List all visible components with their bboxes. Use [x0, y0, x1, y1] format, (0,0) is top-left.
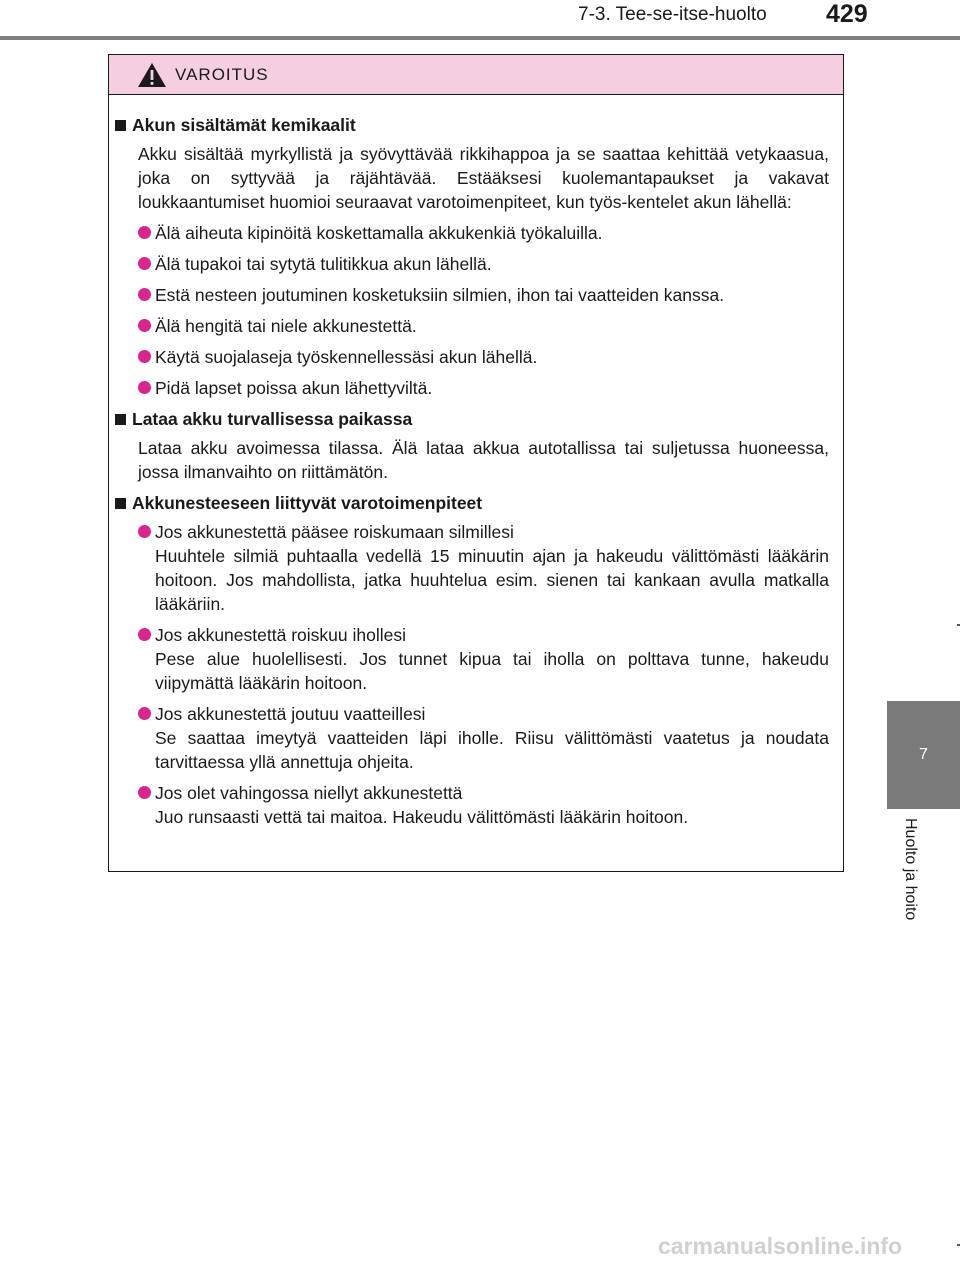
- list-item-text: Käytä suojalaseja työskennellessäsi akun lähellä.: [155, 347, 538, 367]
- bullet-dot-icon: [138, 319, 151, 332]
- section-paragraph: Akku sisältää myrkyllistä ja syövyttävää rikkihappoa ja se saattaa kehittää vetykaasua, joka on syttyvää ja räjähtävää. Estääksesi kuolemantapaukset ja vakavat loukkaantumiset huomioi seuraavat varotoimenpiteet, kun työs-kentelet akun lähellä:: [138, 144, 829, 212]
- section-heading-text: Lataa akku turvallisessa paikassa: [132, 409, 413, 429]
- item-title: Jos akkunestettä roiskuu ihollesi: [155, 625, 406, 645]
- list-item-text: Estä nesteen joutuminen kosketuksiin silmien, ihon tai vaatteiden kanssa.: [155, 285, 725, 305]
- section-title: 7-3. Tee-se-itse-huolto: [578, 4, 767, 25]
- item-title: Jos akkunestettä joutuu vaatteillesi: [155, 704, 426, 724]
- list-item-text: Älä aiheuta kipinöitä koskettamalla akkukenkiä työkaluilla.: [155, 223, 603, 243]
- chapter-number: 7: [919, 746, 928, 763]
- item-text: Pese alue huolellisesti. Jos tunnet kipua tai iholla on polttava tunne, hakeudu viipymättä lääkärin hoitoon.: [155, 649, 829, 693]
- list-item-text: [155, 702, 829, 774]
- item-title: Jos olet vahingossa niellyt akkunestettä: [155, 783, 463, 803]
- list-item: [138, 702, 829, 774]
- square-bullet-icon: [115, 120, 126, 131]
- item-title: Jos akkunestettä pääsee roiskumaan silmillesi: [155, 522, 514, 542]
- section-paragraph: Lataa akku avoimessa tilassa. Älä lataa akkua autotallissa tai suljetussa huoneessa, jossa ilmanvaihto on riittämätön.: [138, 438, 829, 482]
- chapter-label: Huolto ja hoito: [902, 818, 919, 921]
- bullet-dot-icon: [138, 628, 151, 641]
- bullet-dot-icon: [138, 381, 151, 394]
- item-text: Se saattaa imeytyä vaatteiden läpi iholle. Riisu välittömästi vaatetus ja noudata tarvittaessa yllä annettuja ohjeita.: [155, 728, 829, 772]
- chapter-tab: [887, 701, 960, 809]
- item-text: Huuhtele silmiä puhtaalla vedellä 15 minuutin ajan ja hakeudu välittömästi lääkärin hoitoon. Jos mahdollista, jatka huuhtelua esim. sienen tai kankaan avulla matkalla lääkäriin.: [155, 546, 829, 614]
- list-item: [138, 781, 829, 829]
- bullet-dot-icon: [138, 786, 151, 799]
- list-item: [138, 283, 829, 307]
- list-item-text: [155, 781, 829, 829]
- warning-label: VAROITUS: [175, 64, 269, 84]
- section-electrolyte: [115, 491, 829, 829]
- list-item: [138, 345, 829, 369]
- header-rule: [0, 36, 960, 40]
- list-item-text: [155, 623, 829, 695]
- watermark: carmanualsonline.info: [658, 1233, 903, 1259]
- bullet-dot-icon: [138, 350, 151, 363]
- list-item: [138, 376, 829, 400]
- section-heading-text: Akun sisältämät kemikaalit: [132, 115, 356, 135]
- bullet-dot-icon: [138, 525, 151, 538]
- bullet-dot-icon: [138, 707, 151, 720]
- section-heading-text: Akkunesteeseen liittyvät varotoimenpiteet: [132, 493, 483, 513]
- list-item-text: Älä tupakoi tai sytytä tulitikkua akun lähellä.: [155, 254, 492, 274]
- warning-header: [109, 55, 843, 95]
- list-item-text: Älä hengitä tai niele akkunestettä.: [155, 316, 417, 336]
- section-heading: [115, 113, 829, 137]
- item-text: Juo runsaasti vettä tai maitoa. Hakeudu välittömästi lääkärin hoitoon.: [155, 807, 689, 827]
- list-item: [138, 221, 829, 245]
- list-item: [138, 252, 829, 276]
- section-heading: [115, 407, 829, 431]
- bullet-dot-icon: [138, 226, 151, 239]
- list-item-text: [155, 520, 829, 616]
- page-number: 429: [826, 0, 868, 28]
- section-chemicals: [115, 113, 829, 400]
- bullet-dot-icon: [138, 257, 151, 270]
- square-bullet-icon: [115, 414, 126, 425]
- warning-box: [108, 54, 844, 872]
- list-item-text: Pidä lapset poissa akun lähettyviltä.: [155, 378, 433, 398]
- section-charging: [115, 407, 829, 484]
- list-item: [138, 314, 829, 338]
- warning-triangle-icon: [137, 62, 167, 88]
- square-bullet-icon: [115, 498, 126, 509]
- list-item: [138, 623, 829, 695]
- list-item: [138, 520, 829, 616]
- bullet-dot-icon: [138, 288, 151, 301]
- warning-content: [109, 95, 843, 829]
- section-heading: [115, 491, 829, 515]
